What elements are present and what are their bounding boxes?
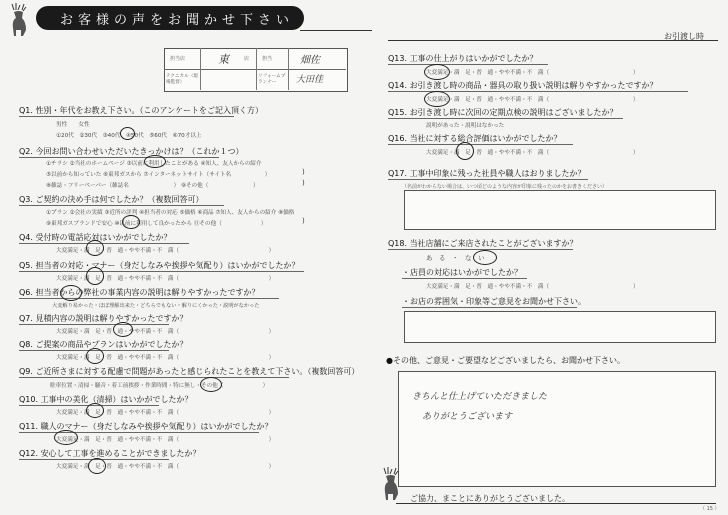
q1-age: ①20代 ②30代 ③40代 ④50代 ⑤60代 ⑥70才以上	[56, 133, 202, 139]
staff-vline-3	[288, 48, 289, 90]
q9-line: 駐車位置・清掃・騒音・着工前挨拶・作業時間・特に無し・その他（ ）	[50, 383, 269, 389]
q1-title: Q1. 性別・年代をお教え下さい。（このアンケートをご記入頂く方）	[19, 106, 263, 115]
q12-title: Q12. 安心して工事を進めることができましたか？	[19, 449, 201, 458]
q14-title: Q14. お引き渡し時の商品・器具の取り扱い説明は解りやすかったですか？	[388, 81, 658, 90]
q16-title: Q16. 当社に対する総合評価はいかがでしたか？	[388, 134, 562, 143]
tech-label: テクニカル（現場監督）	[166, 74, 198, 85]
q3-paren: )	[302, 217, 305, 225]
delivery-label: お引渡し時	[664, 32, 704, 41]
q4-title: Q4. 受付時の電話応対はいかがでしたか？	[19, 233, 172, 242]
q5-title: Q5. 担当者の対応・マナー（身だしなみや挨拶や気配り）はいかがでしたか？	[19, 261, 300, 270]
q17-answer-box[interactable]	[404, 190, 716, 230]
pm-value: 畑佐	[300, 55, 320, 66]
dept-label: 担当店	[170, 56, 186, 62]
q5-circle-mark	[86, 267, 104, 285]
q18-circle-mark	[473, 250, 497, 265]
shop-staff-title: ・店員の対応はいかがでしたか？	[402, 268, 522, 277]
q7-circle-mark	[113, 322, 133, 337]
q3-line-2: ⑨東邦ガスブランドで安心 ⑩以前に利用して良かったから ⑪その他（ ）	[46, 221, 267, 227]
q13-circle-mark	[424, 64, 450, 80]
page-title: お客様の声をお聞かせ下さい	[60, 13, 295, 28]
q8-title: Q8. ご提案の商品やプランはいかがでしたか？	[19, 340, 188, 349]
q13-underline	[388, 64, 548, 65]
q15-line: 説明があった・説明はなかった	[426, 123, 505, 129]
shop-impression-title: ・お店の雰囲気・印象等ご意見をお聞かせ下さい。	[402, 297, 586, 306]
staff-vline-2	[256, 48, 257, 90]
q1-circle-mark	[120, 127, 135, 140]
shop-impression-box[interactable]	[404, 311, 716, 343]
q18-answer: あ る ・ な い	[426, 254, 485, 262]
thanks-message: ご協力、まことにありがとうございました。	[410, 494, 570, 503]
q1-underline	[19, 116, 234, 117]
q17-underline	[388, 179, 588, 180]
q9-title: Q9. ご近所さまに対する配慮で問題があったと感じられたことを教えて下さい。（複数回答可）	[19, 367, 360, 376]
q13-title: Q13. 工事の仕上がりはいかがでしたか？	[388, 54, 538, 63]
deer-logo-bottom	[376, 466, 406, 502]
q1-gender: 男性 女性	[56, 122, 90, 128]
q10-title: Q10. 工事中の美化（清掃）はいかがでしたか？	[19, 395, 193, 404]
q9-circle-mark	[200, 377, 222, 392]
q3-underline	[19, 205, 224, 206]
q6-title: Q6. 担当者からの弊社の事業内容の説明は解りやすかったですか？	[19, 288, 260, 297]
q12-line: 大変満足・満 足・普 通・やや不満・不 満（ ）	[56, 464, 275, 470]
q15-title: Q15. お引き渡し時に次回の定期点検の説明はございましたか？	[388, 108, 618, 117]
handwritten-comment-2: ありがとうございます	[422, 412, 513, 422]
q3-title: Q3. ご契約の決め手は何でしたか？（複数回答可）	[19, 195, 204, 204]
q2-title: Q2. 今回お問い合わせいただいたきっかけは？（これか１つ）	[19, 147, 244, 156]
planner-label: リフォームプランナー	[258, 74, 286, 85]
q8-circle-mark	[86, 348, 104, 364]
q4-line: 大変満足・満 足・普 通・やや不満・不 満（ ）	[56, 248, 275, 254]
dept-value: 東	[218, 53, 229, 66]
header-rule	[300, 30, 372, 31]
staff-box-divider	[164, 69, 346, 70]
q16-line: 大変満足・満 足・普 通・やや不満・不 満（ ）	[426, 150, 639, 156]
q3-line-1: ①プラン ②会社の実績 ③近所の評判 ④担当者の対応 ⑤価格 ⑥商品 ⑦知人、友人からの紹介 ⑧価格	[46, 210, 295, 216]
q11-line: 大変満足・満 足・普 通・やや不満・不 満（ ）	[56, 437, 275, 443]
other-comments-title: ●その他、ご意見・ご要望などございましたら、お聞かせ下さい。	[386, 356, 625, 365]
q7-underline	[19, 324, 169, 325]
q2-circle-mark	[144, 155, 166, 168]
footer-rule	[396, 503, 716, 504]
q2-line-3: ⑧雑誌・フリーペーパー（雑誌名 ） ⑨その他（ ）	[46, 183, 259, 189]
q2-line-2: ⑤以前から知っていた ⑥東邦ガスから ⑦インターネットサイト（サイト名 ）	[46, 172, 271, 178]
q11-circle-mark	[54, 430, 78, 445]
q15-underline	[388, 118, 623, 119]
q7-line: 大変満足・満 足・普 通・やや不満・不 満（ ）	[56, 329, 275, 335]
q14-line: 大変満足・満 足・普 通・やや不満・不 満（ ）	[426, 97, 639, 103]
q6-line: 大変解り易かった・ほぼ理解出来た・どちらでもない・解りにくかった・説明がなかった	[52, 303, 260, 309]
q7-title: Q7. 見積内容の説明は解りやすかったですか？	[19, 314, 188, 323]
q16-underline	[388, 144, 573, 145]
q6-underline	[19, 298, 279, 299]
q17-note: （名前がわからない場合は、いつ頃どのような内容が印象に残ったのかをお書きください）	[402, 184, 608, 190]
q4-underline	[19, 243, 189, 244]
q10-circle-mark	[86, 403, 104, 418]
dept-suffix: 店	[244, 56, 250, 62]
q11-title: Q11. 職人のマナー（身だしなみや挨拶や気配り）はいかがでしたか？	[19, 422, 273, 431]
shop-staff-underline	[402, 278, 527, 279]
q10-line: 大変満足・満 足・普 通・やや不満・不 満（ ）	[56, 410, 275, 416]
q8-line: 大変満足・満 足・普 通・やや不満・不 満（ ）	[56, 355, 275, 361]
q2-line-1: ①チラシ ②当社のホームページ ③以前に利用したことがある ④知人、友人からの紹介	[46, 161, 262, 167]
q6-circle-mark	[60, 285, 82, 301]
staff-vline-1	[200, 48, 201, 90]
q9-underline	[19, 377, 289, 378]
shop-impression-underline	[402, 307, 577, 308]
page-code: （ 15 ）	[700, 506, 720, 512]
pm-label: 担当	[262, 56, 273, 62]
q2-paren-1: )	[302, 168, 305, 176]
q14-circle-mark	[424, 91, 450, 107]
q12-circle-mark	[88, 458, 106, 474]
q5-underline	[19, 271, 304, 272]
q18-title: Q18. 当社店舗にご来店されたことがございますか？	[388, 239, 578, 248]
planner-value: 大田佳	[296, 75, 324, 85]
q13-line: 大変満足・満 足・普 通・やや不満・不 満（ ）	[426, 70, 639, 76]
q2-underline	[19, 157, 219, 158]
deer-logo-left	[4, 2, 34, 38]
shop-staff-line: 大変満足・満 足・普 通・やや不満・不 満（ ）	[426, 284, 639, 290]
q2-paren-2: )	[302, 179, 305, 187]
q3-circle-mark	[122, 215, 140, 229]
q4-circle-mark	[86, 240, 104, 256]
handwritten-comment-1: きちんと仕上げていただきました	[412, 392, 548, 402]
q5-line: 大変満足・満 足・普 通・やや不満・不 満（ ）	[56, 276, 275, 282]
q17-title: Q17. 工事中印象に残った社員や職人はおりましたか？	[388, 169, 586, 178]
q16-circle-mark	[456, 142, 474, 160]
